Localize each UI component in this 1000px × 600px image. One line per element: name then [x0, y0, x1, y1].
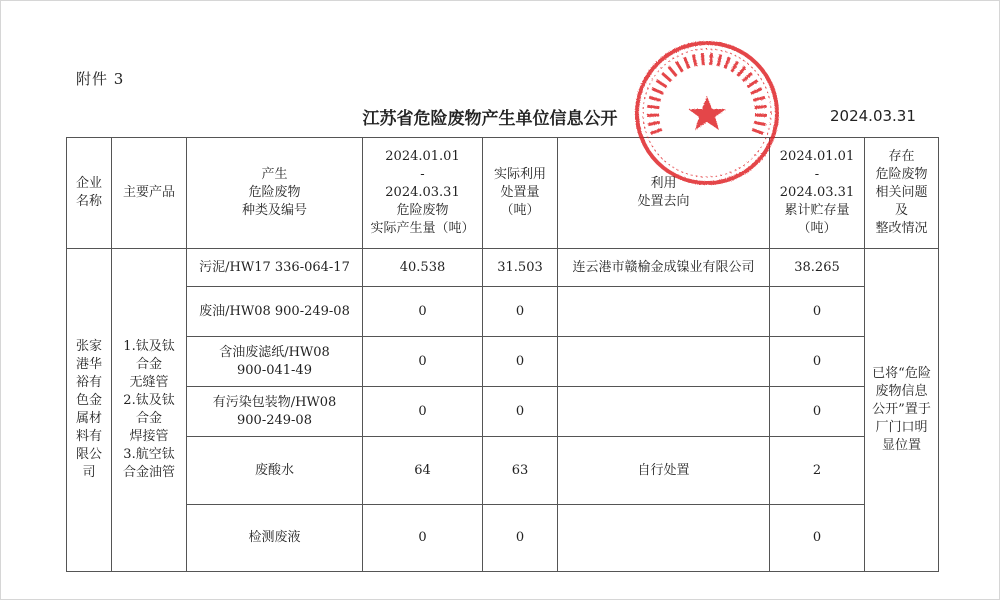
header-company: 企业 名称	[67, 138, 112, 249]
destination-cell: 连云港市赣榆金成镍业有限公司	[558, 249, 770, 287]
produced-cell: 64	[363, 437, 483, 505]
utilized-cell: 63	[483, 437, 558, 505]
header-products: 主要产品	[112, 138, 187, 249]
header-produced: 2024.01.01 - 2024.03.31 危险废物 实际产生量（吨）	[363, 138, 483, 249]
waste-type-cell: 有污染包装物/HW08 900-249-08	[187, 387, 363, 437]
waste-type-cell: 污泥/HW17 336-064-17	[187, 249, 363, 287]
produced-cell: 0	[363, 337, 483, 387]
header-stored: 2024.01.01 - 2024.03.31 累计贮存量 （吨）	[770, 138, 865, 249]
destination-cell	[558, 387, 770, 437]
waste-type-cell: 废酸水	[187, 437, 363, 505]
stored-cell: 2	[770, 437, 865, 505]
waste-type-cell: 检测废液	[187, 505, 363, 572]
table-row	[67, 387, 939, 437]
header-issues: 存在 危险废物 相关问题 及 整改情况	[865, 138, 939, 249]
destination-cell	[558, 505, 770, 572]
page-title: 江苏省危险废物产生单位信息公开	[362, 109, 618, 129]
company-name: 张家 港华 裕有 色金 属材 料有 限公 司	[67, 249, 112, 572]
header-utilized: 实际利用 处置量 （吨）	[483, 138, 558, 249]
header-waste-type: 产生 危险废物 种类及编号	[187, 138, 363, 249]
stored-cell: 0	[770, 287, 865, 337]
table-row	[67, 249, 939, 287]
hazardous-waste-table	[66, 137, 939, 572]
utilized-cell: 0	[483, 337, 558, 387]
attachment-label: 附件 3	[76, 70, 125, 88]
header-destination: 利用 处置去向	[558, 138, 770, 249]
header-row	[67, 138, 939, 249]
table-row	[67, 505, 939, 572]
stored-cell: 0	[770, 387, 865, 437]
produced-cell: 0	[363, 505, 483, 572]
waste-type-cell: 含油废滤纸/HW08 900-041-49	[187, 337, 363, 387]
utilized-cell: 31.503	[483, 249, 558, 287]
produced-cell: 40.538	[363, 249, 483, 287]
table-row	[67, 437, 939, 505]
report-date: 2024.03.31	[830, 107, 916, 125]
produced-cell: 0	[363, 387, 483, 437]
destination-cell: 自行处置	[558, 437, 770, 505]
destination-cell	[558, 287, 770, 337]
issues-cell: 已将“危险 废物信息 公开”置于 厂门口明 显位置	[865, 249, 939, 572]
destination-cell	[558, 337, 770, 387]
utilized-cell: 0	[483, 387, 558, 437]
produced-cell: 0	[363, 287, 483, 337]
utilized-cell: 0	[483, 287, 558, 337]
stored-cell: 38.265	[770, 249, 865, 287]
table-row	[67, 337, 939, 387]
main-products: 1.钛及钛 合金 无缝管 2.钛及钛 合金 焊接管 3.航空钛 合金油管	[112, 249, 187, 572]
utilized-cell: 0	[483, 505, 558, 572]
table-row	[67, 287, 939, 337]
stored-cell: 0	[770, 505, 865, 572]
stored-cell: 0	[770, 337, 865, 387]
waste-type-cell: 废油/HW08 900-249-08	[187, 287, 363, 337]
